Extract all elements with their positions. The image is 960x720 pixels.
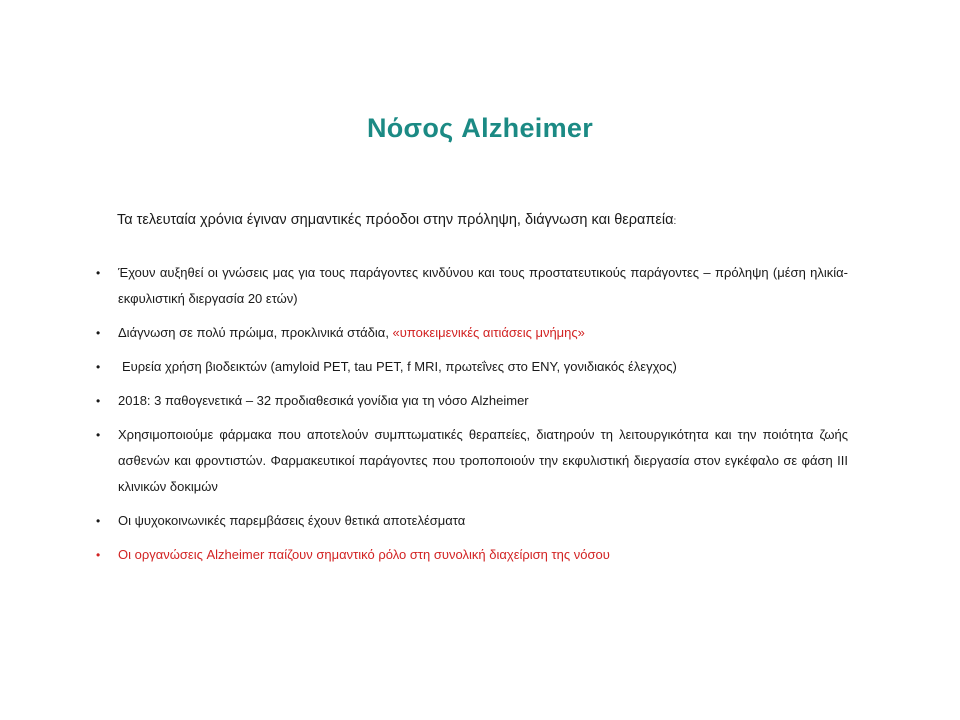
- bullet-icon: •: [96, 428, 101, 442]
- bullet-icon: •: [96, 394, 101, 408]
- bullet-item-risk-factors: [96, 260, 848, 312]
- intro-text: [117, 212, 676, 228]
- intro-sentence: Τα τελευταία χρόνια έγιναν σημαντικές πρόοδοι στην πρόληψη, διάγνωση και θεραπεία: [117, 212, 674, 228]
- intro-colon: :: [673, 216, 677, 227]
- bullet-item-biomarkers: [96, 354, 848, 380]
- bullet-list: [96, 260, 848, 576]
- bullet-icon: •: [96, 326, 101, 340]
- bullet-item-organizations: [96, 542, 848, 568]
- bullet-text: Οι οργανώσεις Alzheimer παίζουν σημαντικό ρόλο στη συνολική διαχείριση της νόσου: [118, 547, 610, 562]
- bullet-item-genes: [96, 388, 848, 414]
- bullet-highlight: «υποκειμενικές αιτιάσεις μνήμης»: [392, 325, 585, 340]
- bullet-text-wrapper: [118, 320, 848, 346]
- bullet-text: Έχουν αυξηθεί οι γνώσεις μας για τους παράγοντες κινδύνου και τους προστατευτικούς παράγοντες – πρόληψη (μέση ηλικία-εκφυλιστική διεργασία 20 ετών): [118, 265, 848, 306]
- bullet-text: Οι ψυχοκοινωνικές παρεμβάσεις έχουν θετικά αποτελέσματα: [118, 513, 466, 528]
- bullet-icon: •: [96, 514, 101, 528]
- bullet-text: Χρησιμοποιούμε φάρμακα που αποτελούν συμπτωματικές θεραπείες, διατηρούν τη λειτουργικότητα και την ποιότητα ζωής ασθενών και φροντιστών. Φαρμακευτικοί παράγοντες που τροποποιούν την εκφυλιστική διεργασία στον εγκέφαλο σε φάση ΙΙΙ κλινικών δοκιμών: [118, 427, 848, 494]
- bullet-text: 2018: 3 παθογενετικά – 32 προδιαθεσικά γονίδια για τη νόσο Alzheimer: [118, 393, 529, 408]
- bullet-text: Διάγνωση σε πολύ πρώιμα, προκλινικά στάδια,: [118, 325, 393, 340]
- bullet-icon: •: [96, 548, 101, 562]
- bullet-item-medication: [96, 422, 848, 500]
- bullet-item-psychosocial: [96, 508, 848, 534]
- bullet-item-diagnosis: [96, 320, 848, 346]
- bullet-text: Ευρεία χρήση βιοδεικτών (amyloid PET, tau PET, f MRI, πρωτεΐνες στο ΕΝΥ, γονιδιακός έλεγχος): [122, 359, 677, 374]
- slide-title: Νόσος Alzheimer: [366, 113, 594, 143]
- bullet-icon: •: [96, 266, 101, 280]
- bullet-icon: •: [96, 360, 101, 374]
